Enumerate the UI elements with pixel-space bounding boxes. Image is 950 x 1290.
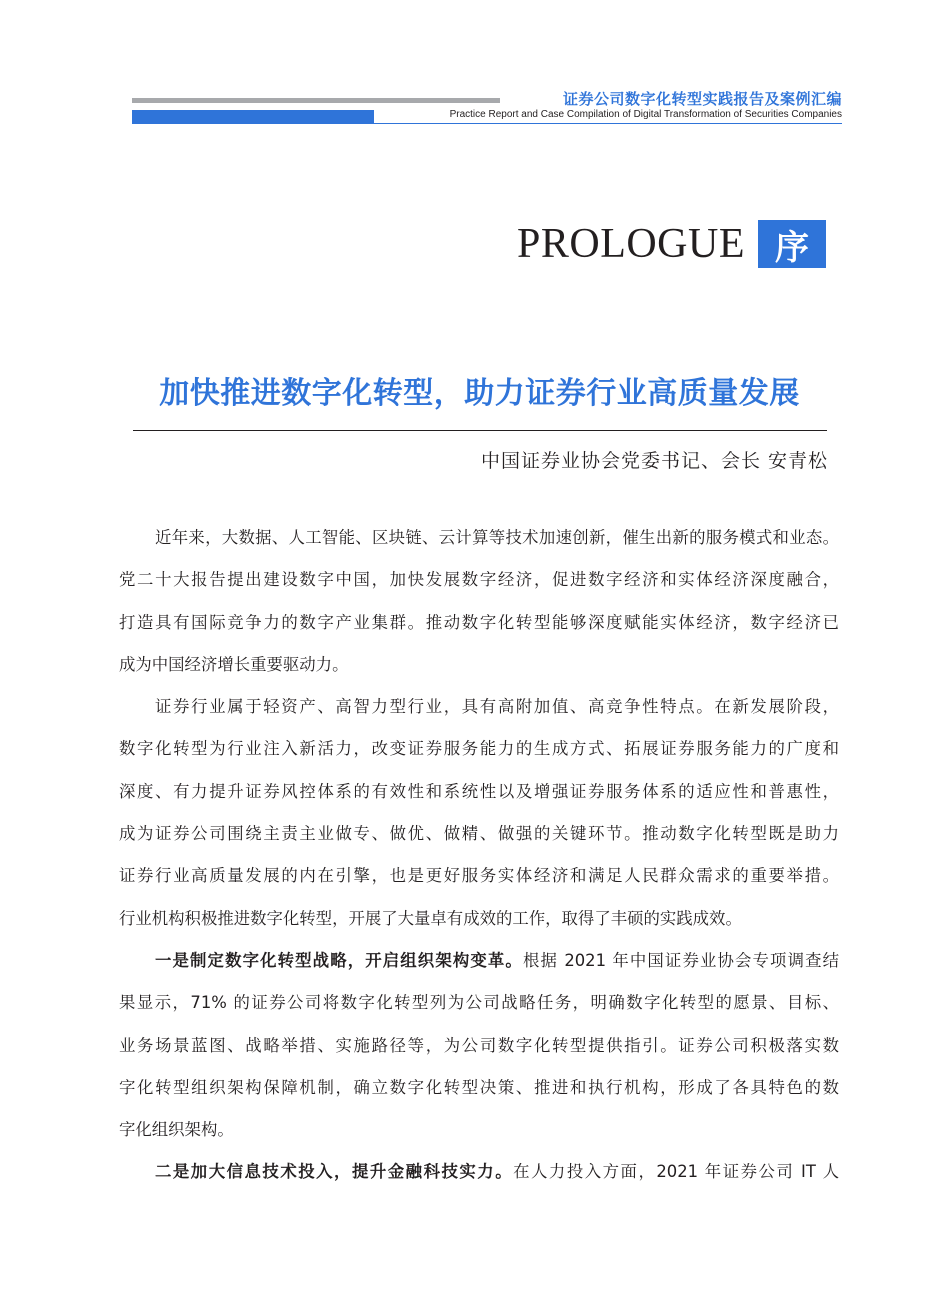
lead-rest: 在人力投入方面，2021 年证券公司 IT 人 [513,1162,839,1182]
article-author: 中国证券业协会党委书记、会长 安青松 [480,450,828,472]
header-blue-bar [132,110,374,124]
body-line: 打造具有国际竞争力的数字产业集群。推动数字化转型能够深度赋能实体经济，数字经济已 [119,612,839,632]
body-line: 成为证券公司围绕主责主业做专、做优、做精、做强的关键环节。推动数字化转型既是助力 [119,824,839,844]
body-line: 业务场景蓝图、战略举措、实施路径等，为公司数字化转型提供指引。证券公司积极落实数 [119,1035,839,1055]
body-line: 党二十大报告提出建设数字中国，加快发展数字经济，促进数字经济和实体经济深度融合， [119,570,839,590]
lead-sentence: 二是加大信息技术投入，提升金融科技实力。 [155,1162,514,1182]
header-gray-bar [132,98,500,103]
lead-sentence: 一是制定数字化转型战略，开启组织架构变革。 [155,950,523,970]
article-title: 加快推进数字化转型，助力证券行业高质量发展 [159,376,800,411]
body-line: 证券行业高质量发展的内在引擎，也是更好服务实体经济和满足人民群众需求的重要举措。 [119,866,839,886]
header-rule [374,123,842,124]
body-line: 近年来，大数据、人工智能、区块链、云计算等技术加速创新，催生出新的服务模式和业态。 [155,528,839,547]
body-line: 成为中国经济增长重要驱动力。 [119,654,349,674]
lead-rest: 根据 2021 年中国证券业协会专项调查结 [522,950,839,970]
body-line: 果显示，71% 的证券公司将数字化转型列为公司战略任务，明确数字化转型的愿景、目标、 [119,993,839,1013]
title-divider [133,430,827,431]
body-line: 字化组织架构。 [119,1120,234,1140]
article-body [119,523,839,1200]
prologue-badge: 序 [758,220,826,268]
body-line: 深度、有力提升证券风控体系的有效性和系统性以及增强证券服务体系的适应性和普惠性， [119,781,839,801]
body-line: 字化转型组织架构保障机制，确立数字化转型决策、推进和执行机构，形成了各具特色的数 [119,1077,839,1097]
body-line-lead [119,946,839,988]
body-line-lead [119,1157,839,1199]
prologue-label: PROLOGUE [516,221,745,267]
body-line: 证券行业属于轻资产、高智力型行业，具有高附加值、高竞争性特点。在新发展阶段， [155,697,839,717]
body-line: 数字化转型为行业注入新活力，改变证券服务能力的生成方式、拓展证券服务能力的广度和 [119,739,839,759]
header-title-en: Practice Report and Case Compilation of Digital Transformation of Securities Companies [449,109,842,120]
header-title-cn: 证券公司数字化转型实践报告及案例汇编 [562,90,842,108]
body-line: 行业机构积极推进数字化转型，开展了大量卓有成效的工作，取得了丰硕的实践成效。 [119,908,742,928]
